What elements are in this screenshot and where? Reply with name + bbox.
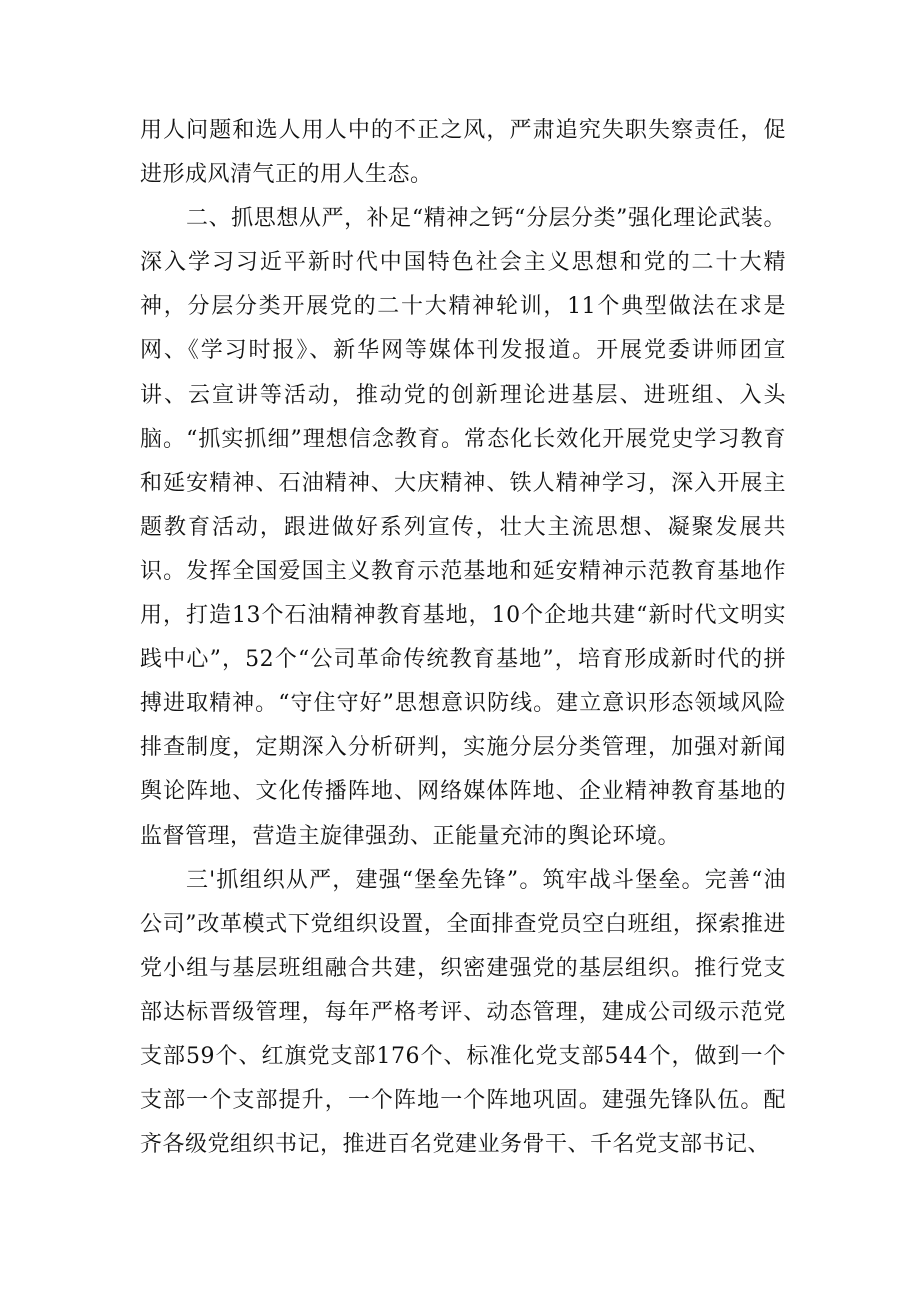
paragraph-continuation: 用人问题和选人用人中的不正之风，严肃追究失职失察责任，促进形成风清气正的用人生态。 [140, 118, 786, 188]
document-body [140, 109, 786, 1167]
paragraph-section-two: 二、抓思想从严，补足“精神之钙“分层分类”强化理论武装。深入学习习近平新时代中国特色社会主义思想和党的二十大精神，分层分类开展党的二十大精神轮训，11个典型做法在求是网、《学习时报》、新华网等媒体刊发报道。开展党委讲师团宣讲、云宣讲等活动，推动党的创新理论进基层、进班组、入头脑。“抓实抓细”理想信念教育。常态化长效化开展党史学习教育和延安精神、石油精神、大庆精神、铁人精神学习，深入开展主题教育活动，跟进做好系列宣传，壮大主流思想、凝聚发展共识。发挥全国爱国主义教育示范基地和延安精神示范教育基地作用，打造13个石油精神教育基地，10个企地共建“新时代文明实践中心”，52个“公司革命传统教育基地”，培育形成新时代的拼搏进取精神。“守住守好”思想意识防线。建立意识形态领域风险排查制度，定期深入分析研判，实施分层分类管理，加强对新闻舆论阵地、文化传播阵地、网络媒体阵地、企业精神教育基地的监督管理，营造主旋律强劲、正能量充沛的舆论环境。 [140, 206, 786, 849]
paragraph-section-three: 三'抓组织从严，建强“堡垒先锋”。筑牢战斗堡垒。完善“油公司”改革模式下党组织设置，全面排查党员空白班组，探索推进党小组与基层班组融合共建，织密建强党的基层组织。推行党支部达标晋级管理，每年严格考评、动态管理，建成公司级示范党支部59个、红旗党支部176个、标准化党支部544个，做到一个支部一个支部提升，一个阵地一个阵地巩固。建强先锋队伍。配齐各级党组织书记，推进百名党建业务骨干、千名党支部书记、 [140, 867, 786, 1158]
